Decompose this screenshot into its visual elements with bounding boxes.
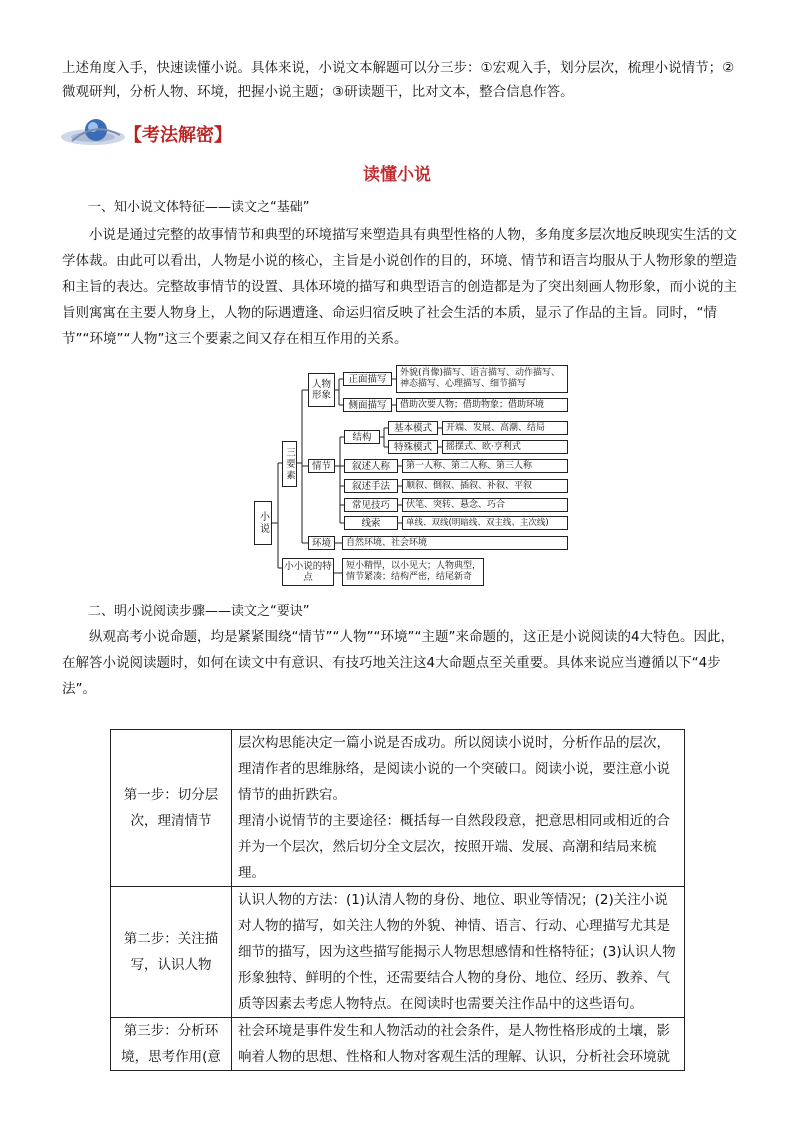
section2-paragraph: 纵观高考小说命题，均是紧紧围绕“情节”“人物”“环境”“主题”来命题的，这正是小说阅读的4大特色。因此，在解答小说阅读题时，如何在读文中有意识、有技巧地关注这4大命题点至关重要。具体来说应当遵循以下“4步法”。 bbox=[62, 629, 735, 697]
steps-table bbox=[110, 729, 685, 1071]
step-content: 社会环境是事件发生和人物活动的社会条件，是人物性格形成的土壤，影响着人物的思想、性格和人物对客观生活的理解、认识，分析社会环境就 bbox=[232, 1018, 685, 1071]
diagram-cemian: 侧面描写 bbox=[343, 398, 392, 412]
novel-elements-diagram bbox=[250, 363, 580, 591]
step-content bbox=[232, 730, 685, 887]
diagram-xushu-shoufa: 叙述手法 bbox=[344, 479, 398, 493]
diagram-teshu: 特殊模式 bbox=[388, 440, 438, 454]
diagram-cemian-detail: 借助次要人物；借助物象；借助环境 bbox=[396, 398, 568, 412]
diagram-huanjing-detail: 自然环境、社会环境 bbox=[342, 536, 568, 550]
diagram-xiaoxiao-detail: 短小精悍，以小见大；人物典型，情节紧凑；结构严密，结尾新奇 bbox=[342, 558, 484, 586]
diagram-three-elements: 三要素 bbox=[282, 441, 297, 487]
table-row bbox=[111, 1018, 685, 1071]
diagram-zhengmian: 正面描写 bbox=[343, 372, 392, 386]
diagram-jiqiao-detail: 伏笔、突转、悬念、巧合 bbox=[402, 498, 568, 512]
diagram-jiben-detail: 开端、发展、高潮、结局 bbox=[442, 421, 568, 435]
diagram-root: 小说 bbox=[254, 501, 272, 545]
step-content-part: 层次构思能决定一篇小说是否成功。所以阅读小说时，分析作品的层次，理清作者的思维脉络，是阅读小说的一个突破口。阅读小说，要注意小说情节的曲折跌宕。 bbox=[238, 735, 670, 803]
intro-paragraph: 上述角度入手，快速读懂小说。具体来说，小说文本解题可以分三步：①宏观入手，划分层次，梳理小说情节；②微观研判，分析人物、环境，把握小说主题；③研读题干，比对文本，整合信息作答。 bbox=[62, 60, 735, 100]
diagram-xiansuo-detail: 单线、双线(明暗线、双主线、主次线) bbox=[402, 516, 568, 530]
table-row bbox=[111, 887, 685, 1018]
diagram-xiaoxiao: 小小说的特点 bbox=[282, 558, 334, 586]
section1-heading: 一、知小说文体特征——读文之“基础” bbox=[88, 200, 310, 215]
section2-heading: 二、明小说阅读步骤——读文之“要诀” bbox=[88, 604, 310, 619]
section-banner bbox=[58, 115, 248, 151]
diagram-zhengmian-detail: 外貌(肖像)描写、语言描写、动作描写、神态描写、心理描写、细节描写 bbox=[396, 365, 568, 393]
step-content-part: 理清小说情节的主要途径：概括每一自然段段意，把意思相同或相近的合并为一个层次，然后切分全文层次，按照开端、发展、高潮和结局来梳理。 bbox=[238, 813, 670, 881]
diagram-huanjing: 环境 bbox=[308, 536, 335, 550]
diagram-renwu: 人物形象 bbox=[308, 373, 335, 407]
diagram-rencheng-detail: 第一人称、第二人称、第三人称 bbox=[402, 459, 568, 473]
diagram-jiegou: 结构 bbox=[344, 430, 380, 444]
banner-label: 【考法解密】 bbox=[124, 125, 232, 146]
step-label: 第二步：关注描写，认识人物 bbox=[111, 887, 232, 1018]
globe-icon bbox=[58, 115, 128, 151]
section1-paragraph: 小说是通过完整的故事情节和典型的环境描写来塑造具有典型性格的人物，多角度多层次地反映现实生活的文学体裁。由此可以看出，人物是小说的核心，主旨是小说创作的目的，环境、情节和语言均服从于人物形象的塑造和主旨的表达。完整故事情节的设置、具体环境的描写和典型语言的创造都是为了突出刻画人物形象，而小说的主旨则寓寓在主要人物身上，人物的际遇遭逢、命运归宿反映了社会生活的本质，显示了作品的主旨。同时，“情节”“环境”“人物”这三个要素之间又存在相互作用的关系。 bbox=[62, 227, 737, 347]
step-content: 认识人物的方法：(1)认清人物的身份、地位、职业等情况；(2)关注小说对人物的描写，如关注人物的外貌、神情、语言、行动、心理描写尤其是细节的描写，因为这些描写能揭示人物思想感情和性格特征；(3)认识人物形象独特、鲜明的个性，还需要结合人物的身份、地位、经历、教养、气质等因素去考虑人物特点。在阅读时也需要关注作品中的这些语句。 bbox=[232, 887, 685, 1018]
diagram-qingjie: 情节 bbox=[308, 459, 335, 473]
diagram-changjian: 常见技巧 bbox=[344, 498, 398, 512]
page-title: 读懂小说 bbox=[363, 165, 431, 185]
diagram-shoufa-detail: 顺叙、倒叙、插叙、补叙、平叙 bbox=[402, 479, 568, 493]
table-row bbox=[111, 730, 685, 887]
diagram-teshu-detail: 摇摆式、欧·亨利式 bbox=[442, 440, 568, 454]
step-label: 第三步：分析环境，思考作用(意 bbox=[111, 1018, 232, 1071]
diagram-jiben: 基本模式 bbox=[388, 421, 438, 435]
diagram-xiansuo: 线索 bbox=[344, 516, 398, 530]
step-label: 第一步：切分层次，理清情节 bbox=[111, 730, 232, 887]
diagram-xushu-rencheng: 叙述人称 bbox=[344, 459, 398, 473]
